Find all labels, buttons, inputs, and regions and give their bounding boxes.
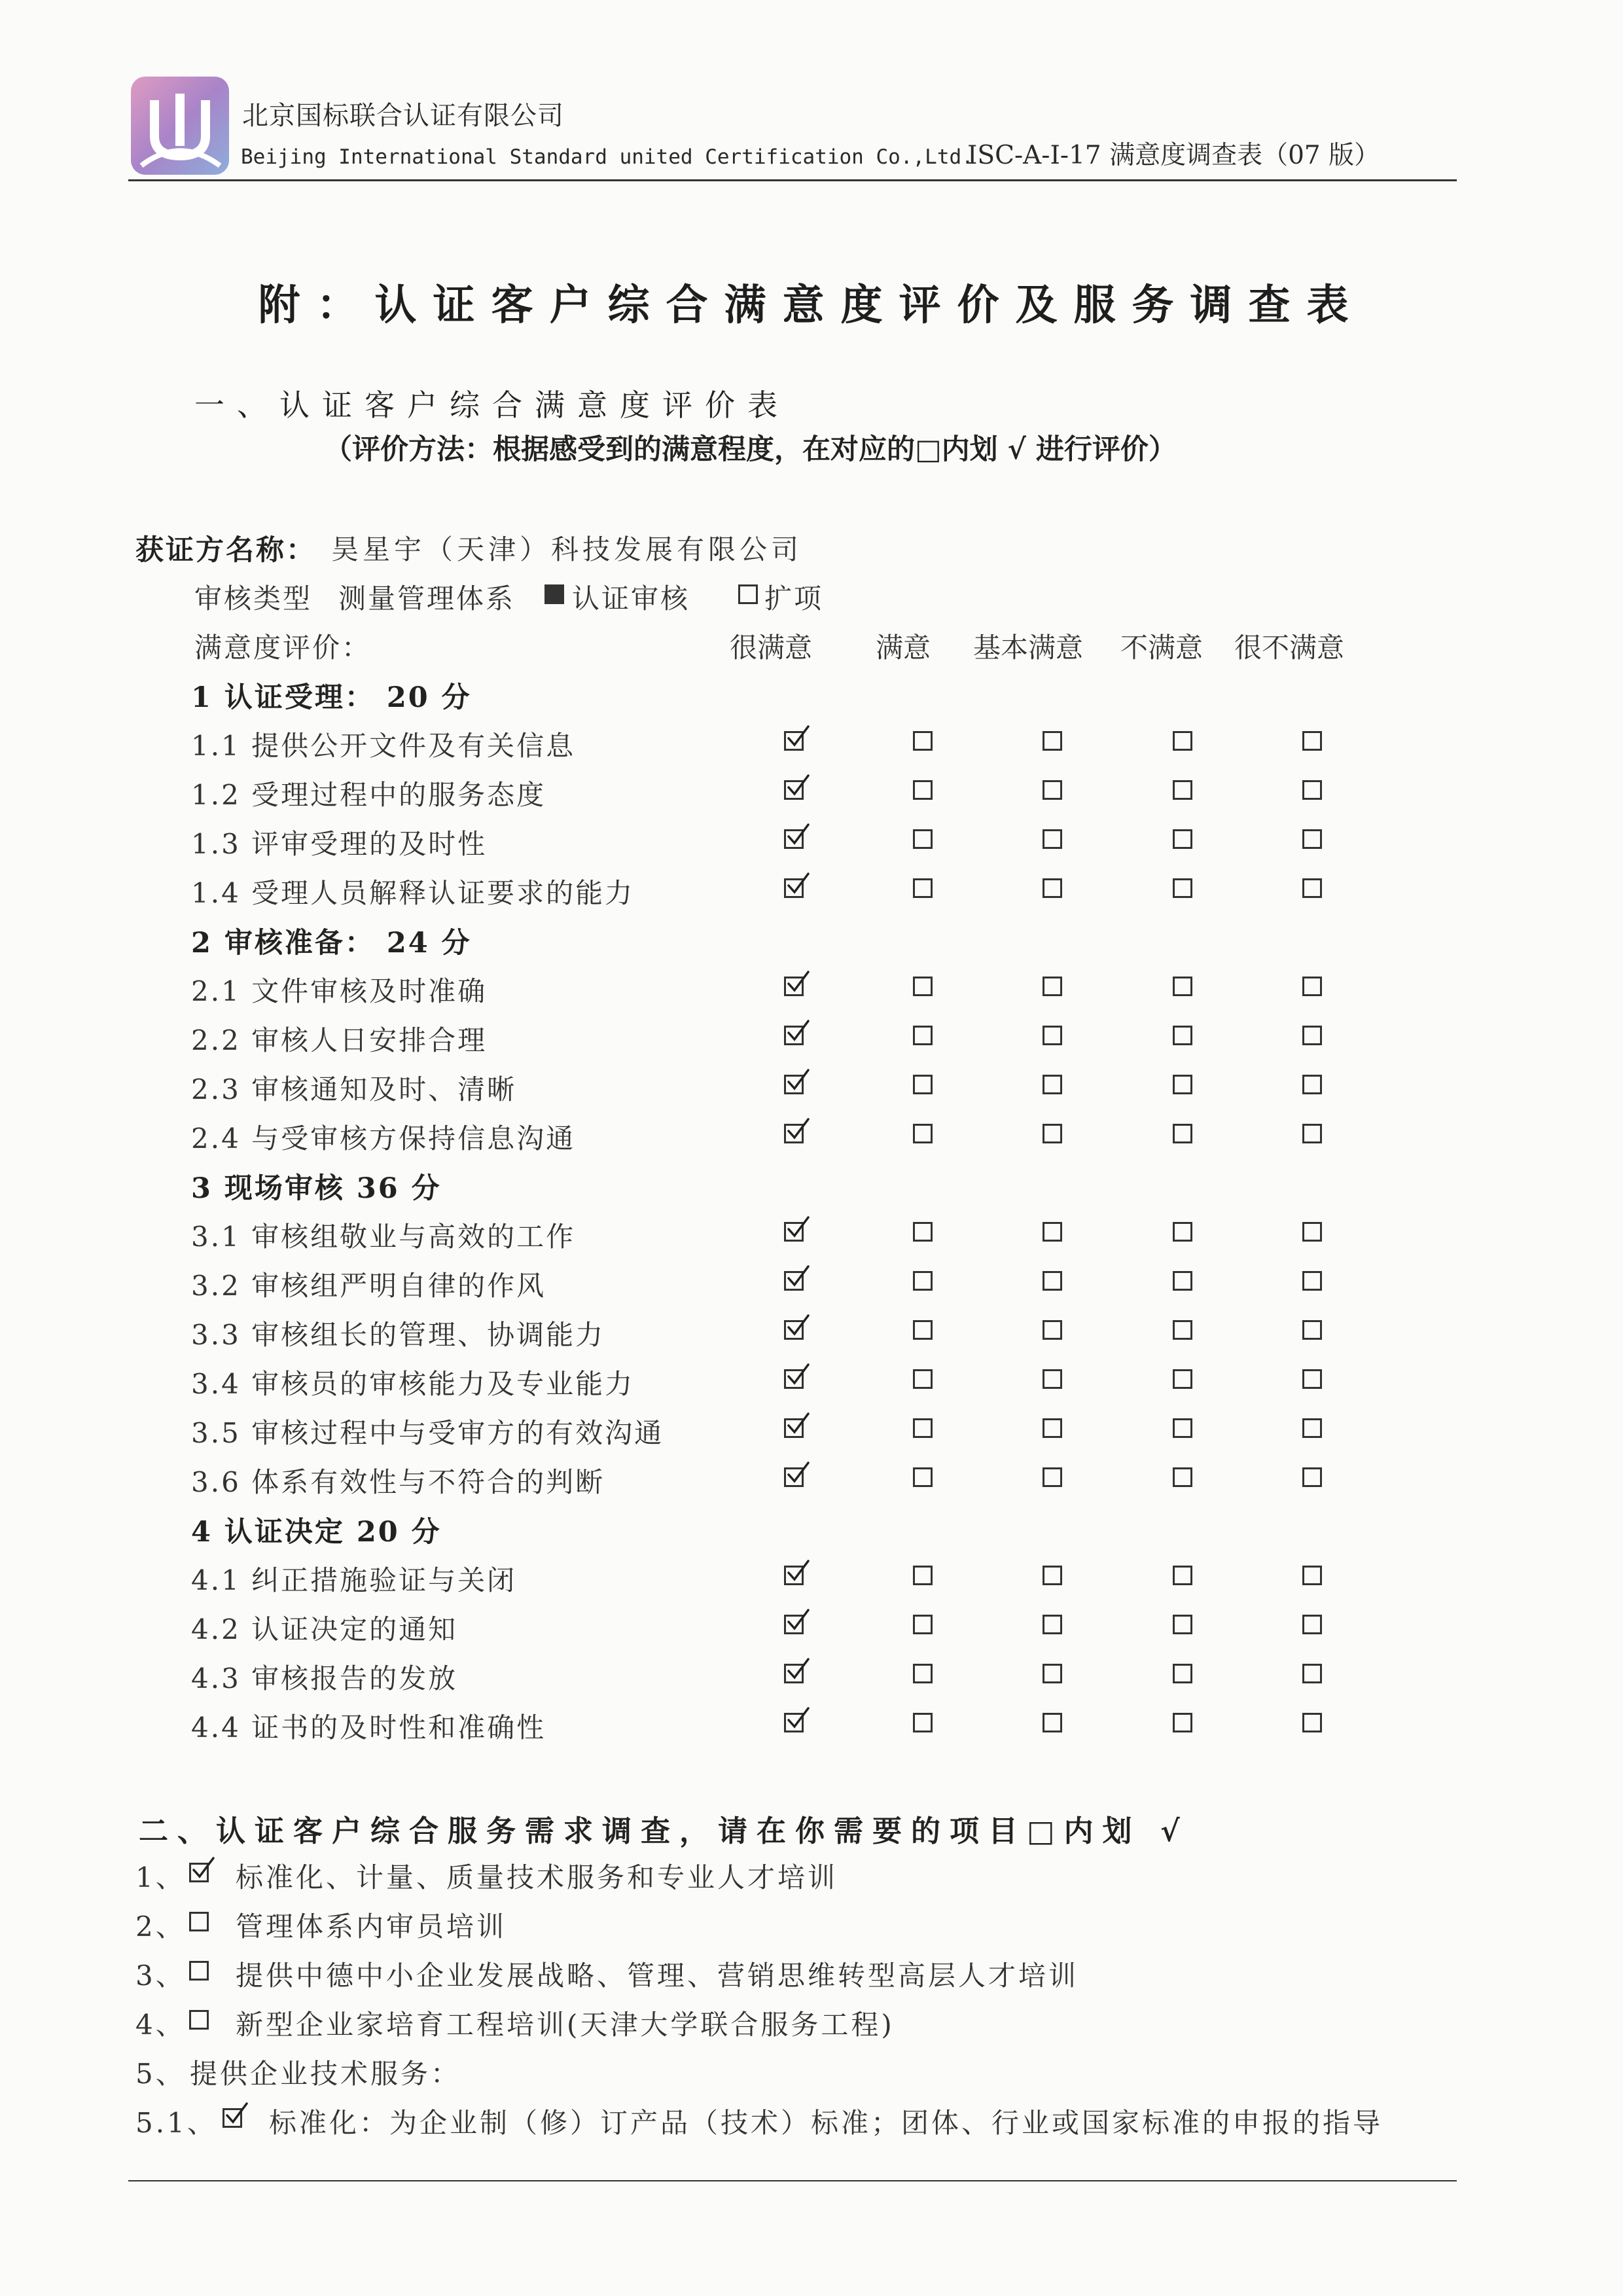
rating-checkbox[interactable]: [1173, 1075, 1192, 1094]
section1-method: （评价方法：根据感受到的满意程度，在对应的□内划 √ 进行评价）: [324, 433, 1177, 466]
group-heading: 2 审核准备： 24 分: [191, 927, 472, 960]
service-item-text: 提供中德中小企业发展战略、管理、营销思维转型高层人才培训: [236, 1960, 1079, 1992]
rating-checkbox[interactable]: [1043, 1075, 1062, 1094]
rating-checkbox[interactable]: [784, 829, 804, 849]
rating-checkbox[interactable]: [1173, 977, 1192, 996]
footer-divider: [128, 2180, 1457, 2181]
rating-checkbox[interactable]: [1043, 1418, 1062, 1438]
rating-checkbox[interactable]: [784, 1467, 804, 1487]
rating-checkbox[interactable]: [1173, 731, 1192, 751]
rating-checkbox[interactable]: [1302, 1320, 1322, 1340]
rating-checkbox[interactable]: [1302, 780, 1322, 800]
company-name-en: Beijing International Standard united Certification Co.,Ltd.: [241, 145, 974, 169]
group-heading: 4 认证决定 20 分: [191, 1516, 442, 1549]
column-header-very-satisfied: 很满意: [730, 632, 813, 664]
rating-checkbox[interactable]: [784, 1271, 804, 1291]
service-item-checkbox[interactable]: [189, 1961, 209, 1981]
service-item-checkbox[interactable]: [189, 2010, 209, 2030]
rating-item-label: 2.3 审核通知及时、清晰: [191, 1073, 517, 1105]
rating-checkbox[interactable]: [784, 1566, 804, 1585]
rating-item-label: 4.4 证书的及时性和准确性: [191, 1712, 546, 1744]
rating-checkbox[interactable]: [1302, 977, 1322, 996]
audit-system: 测量管理体系: [338, 583, 516, 615]
rating-checkbox[interactable]: [784, 977, 804, 996]
rating-checkbox[interactable]: [913, 731, 933, 751]
rating-checkbox[interactable]: [913, 977, 933, 996]
rating-checkbox[interactable]: [1043, 1664, 1062, 1683]
rating-item-label: 2.2 审核人日安排合理: [191, 1024, 488, 1056]
rating-checkbox[interactable]: [1043, 977, 1062, 996]
rating-checkbox[interactable]: [1043, 1271, 1062, 1291]
service-item-text: 标准化、计量、质量技术服务和专业人才培训: [236, 1861, 838, 1893]
rating-checkbox[interactable]: [1302, 1369, 1322, 1389]
rating-checkbox[interactable]: [784, 1664, 804, 1683]
rating-checkbox[interactable]: [1302, 1222, 1322, 1242]
service-item-checkbox[interactable]: [189, 1863, 209, 1882]
rating-checkbox[interactable]: [1302, 731, 1322, 751]
rating-checkbox[interactable]: [1302, 1467, 1322, 1487]
rating-item-label: 4.3 审核报告的发放: [191, 1662, 458, 1695]
rating-checkbox[interactable]: [1173, 1713, 1192, 1732]
rating-checkbox[interactable]: [1302, 1566, 1322, 1585]
column-header-satisfied: 满意: [876, 632, 931, 664]
rating-checkbox[interactable]: [913, 1271, 933, 1291]
rating-checkbox[interactable]: [1302, 829, 1322, 849]
service-item-number: 5、: [135, 2058, 186, 2090]
rating-checkbox[interactable]: [913, 1124, 933, 1143]
rating-checkbox[interactable]: [1043, 1222, 1062, 1242]
rating-checkbox[interactable]: [1043, 1026, 1062, 1045]
rating-checkbox[interactable]: [784, 1124, 804, 1143]
rating-checkbox[interactable]: [784, 1026, 804, 1045]
rating-checkbox[interactable]: [1302, 1664, 1322, 1683]
rating-checkbox[interactable]: [1173, 1320, 1192, 1340]
rating-item-label: 4.1 纠正措施验证与关闭: [191, 1564, 517, 1596]
client-label: 获证方名称：: [135, 534, 316, 567]
audit-option-cert: 认证审核: [572, 583, 690, 615]
rating-item-label: 3.3 审核组长的管理、协调能力: [191, 1319, 605, 1351]
rating-checkbox[interactable]: [913, 1615, 933, 1634]
rating-checkbox[interactable]: [1043, 878, 1062, 898]
rating-checkbox[interactable]: [1043, 1713, 1062, 1732]
rating-checkbox[interactable]: [913, 829, 933, 849]
company-logo-icon: [128, 74, 232, 177]
rating-checkbox[interactable]: [1173, 1369, 1192, 1389]
rating-checkbox[interactable]: [1173, 1664, 1192, 1683]
rating-checkbox[interactable]: [913, 1418, 933, 1438]
rating-checkbox[interactable]: [1173, 878, 1192, 898]
rating-checkbox[interactable]: [913, 878, 933, 898]
rating-checkbox[interactable]: [1302, 1713, 1322, 1732]
rating-checkbox[interactable]: [1302, 1271, 1322, 1291]
rating-checkbox[interactable]: [913, 1664, 933, 1683]
audit-option-ext: 扩项: [764, 583, 824, 615]
rating-checkbox[interactable]: [913, 1467, 933, 1487]
service-item-text: 标准化：为企业制（修）订产品（技术）标准；团体、行业或国家标准的申报的指导: [269, 2107, 1383, 2139]
rating-checkbox[interactable]: [1043, 1467, 1062, 1487]
rating-checkbox[interactable]: [1173, 1026, 1192, 1045]
rating-checkbox[interactable]: [784, 1615, 804, 1634]
rating-item-label: 3.5 审核过程中与受审方的有效沟通: [191, 1417, 664, 1449]
header-divider: [128, 179, 1457, 181]
rating-checkbox[interactable]: [1043, 1566, 1062, 1585]
rating-checkbox[interactable]: [913, 1026, 933, 1045]
service-item-number: 4、: [135, 2009, 186, 2041]
rating-item-label: 1.4 受理人员解释认证要求的能力: [191, 877, 635, 909]
rating-checkbox[interactable]: [1173, 1271, 1192, 1291]
page-title: 附：认证客户综合满意度评价及服务调查表: [258, 281, 1365, 330]
rating-item-label: 1.1 提供公开文件及有关信息: [191, 730, 576, 762]
rating-checkbox[interactable]: [1043, 780, 1062, 800]
rating-label: 满意度评价：: [194, 632, 372, 664]
section1-title: 一、认证客户综合满意度评价表: [194, 387, 790, 423]
rating-checkbox[interactable]: [1043, 1320, 1062, 1340]
service-item-number: 2、: [135, 1910, 186, 1943]
rating-checkbox[interactable]: [1173, 1124, 1192, 1143]
service-item-number: 5.1、: [135, 2107, 217, 2139]
rating-item-label: 4.2 认证决定的通知: [191, 1613, 458, 1645]
service-item-text: 新型企业家培育工程培训(天津大学联合服务工程): [236, 2009, 895, 2041]
rating-checkbox[interactable]: [1043, 1124, 1062, 1143]
rating-checkbox[interactable]: [784, 780, 804, 800]
company-name-cn: 北京国标联合认证有限公司: [242, 101, 564, 131]
rating-checkbox[interactable]: [784, 1222, 804, 1242]
rating-checkbox[interactable]: [1043, 1369, 1062, 1389]
rating-checkbox[interactable]: [1043, 829, 1062, 849]
rating-checkbox[interactable]: [1302, 1615, 1322, 1634]
service-item-number: 3、: [135, 1960, 186, 1992]
rating-checkbox[interactable]: [1173, 1467, 1192, 1487]
rating-checkbox[interactable]: [1302, 1075, 1322, 1094]
rating-checkbox[interactable]: [1173, 1222, 1192, 1242]
rating-item-label: 3.1 审核组敬业与高效的工作: [191, 1221, 576, 1253]
rating-item-label: 3.6 体系有效性与不符合的判断: [191, 1466, 605, 1498]
document-code: ISC-A-I-17 满意度调查表（07 版）: [967, 141, 1380, 170]
rating-checkbox[interactable]: [913, 1320, 933, 1340]
rating-checkbox[interactable]: [1173, 1615, 1192, 1634]
rating-item-label: 1.3 评审受理的及时性: [191, 828, 488, 860]
rating-checkbox[interactable]: [1173, 1418, 1192, 1438]
service-item-number: 1、: [135, 1861, 186, 1893]
column-header-basically-satisfied: 基本满意: [973, 632, 1084, 664]
rating-checkbox[interactable]: [913, 1566, 933, 1585]
rating-item-label: 1.2 受理过程中的服务态度: [191, 779, 546, 811]
service-item-text: 管理体系内审员培训: [236, 1910, 507, 1943]
service-item-checkbox[interactable]: [189, 1912, 209, 1931]
rating-item-label: 2.1 文件审核及时准确: [191, 975, 488, 1007]
rating-item-label: 2.4 与受审核方保持信息沟通: [191, 1122, 576, 1155]
service-item-checkbox[interactable]: [223, 2108, 242, 2128]
group-heading: 1 认证受理： 20 分: [191, 681, 472, 714]
audit-cert-checkbox[interactable]: [544, 584, 564, 604]
column-header-very-dissatisfied: 很不满意: [1234, 632, 1345, 664]
audit-ext-checkbox[interactable]: [738, 584, 758, 604]
audit-type-label: 审核类型: [194, 583, 313, 615]
rating-checkbox[interactable]: [784, 1075, 804, 1094]
service-item-text: 提供企业技术服务：: [190, 2058, 461, 2090]
rating-checkbox[interactable]: [784, 1418, 804, 1438]
rating-checkbox[interactable]: [784, 878, 804, 898]
rating-checkbox[interactable]: [784, 1713, 804, 1732]
rating-checkbox[interactable]: [784, 1320, 804, 1340]
rating-item-label: 3.2 审核组严明自律的作风: [191, 1270, 546, 1302]
rating-checkbox[interactable]: [913, 1369, 933, 1389]
rating-checkbox[interactable]: [1173, 1566, 1192, 1585]
rating-checkbox[interactable]: [913, 1713, 933, 1732]
rating-checkbox[interactable]: [1173, 780, 1192, 800]
section2-title: 二、认证客户综合服务需求调查，请在你需要的项目□内划 √: [139, 1814, 1189, 1848]
rating-checkbox[interactable]: [1173, 829, 1192, 849]
rating-checkbox[interactable]: [913, 780, 933, 800]
rating-checkbox[interactable]: [1302, 878, 1322, 898]
column-header-dissatisfied: 不满意: [1120, 632, 1204, 664]
rating-checkbox[interactable]: [1043, 731, 1062, 751]
rating-checkbox[interactable]: [913, 1222, 933, 1242]
rating-checkbox[interactable]: [784, 731, 804, 751]
rating-checkbox[interactable]: [1302, 1026, 1322, 1045]
client-name: 昊星宇（天津）科技发展有限公司: [331, 533, 803, 565]
rating-checkbox[interactable]: [1302, 1124, 1322, 1143]
rating-item-label: 3.4 审核员的审核能力及专业能力: [191, 1368, 635, 1400]
rating-checkbox[interactable]: [784, 1369, 804, 1389]
rating-checkbox[interactable]: [1043, 1615, 1062, 1634]
rating-checkbox[interactable]: [913, 1075, 933, 1094]
rating-checkbox[interactable]: [1302, 1418, 1322, 1438]
group-heading: 3 现场审核 36 分: [191, 1172, 442, 1205]
